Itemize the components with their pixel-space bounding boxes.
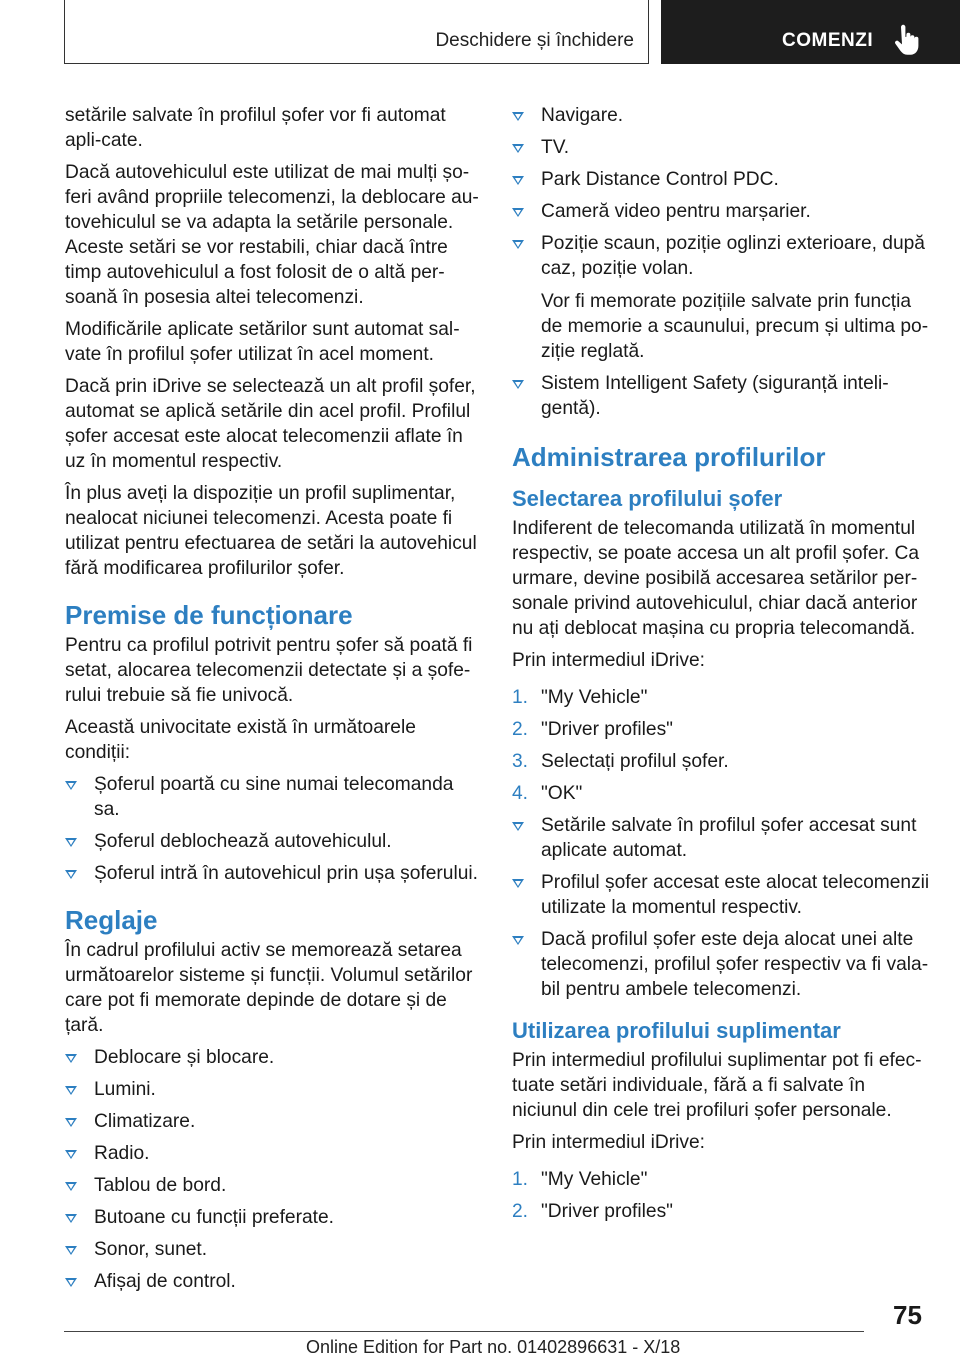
- step-item: 3. Selectați profilul șofer.: [512, 751, 729, 772]
- right-column: [512, 103, 930, 1231]
- triangle-bullet-icon: [65, 1086, 77, 1095]
- paragraph: Pentru ca profilul potrivit pentru șofer să poată fi setat, alocarea telecomenzii detectate și a șofe‐rului trebuie să fie univocă.: [65, 635, 473, 706]
- heading-reglaje: Reglaje: [65, 905, 158, 935]
- triangle-bullet-icon: [65, 838, 77, 847]
- settings-list: [65, 1045, 479, 1294]
- triangle-bullet-icon: [65, 1150, 77, 1159]
- triangle-bullet-icon: [65, 1246, 77, 1255]
- list-item: Butoane cu funcții preferate.: [65, 1205, 479, 1230]
- settings-list-continued: [512, 103, 930, 421]
- paragraph: Prin intermediul iDrive:: [512, 1132, 705, 1153]
- list-item: Dacă profilul șofer este deja alocat unei alte telecomenzi, profilul șofer respectiv va fi vala‐bil pentru ambele telecomenzi.: [512, 927, 930, 1002]
- footer-edition: Online Edition for Part no. 01402896631 - X/18: [306, 1337, 681, 1357]
- triangle-bullet-icon: [65, 1118, 77, 1127]
- list-item: Deblocare și blocare.: [65, 1045, 479, 1070]
- section-title: Deschidere și închidere: [435, 30, 634, 51]
- triangle-bullet-icon: [512, 208, 524, 217]
- steps-list: [512, 685, 930, 806]
- list-item: Lumini.: [65, 1077, 479, 1102]
- list-item: Șoferul deblochează autovehiculul.: [65, 829, 479, 854]
- step-item: 1. "My Vehicle": [512, 1169, 648, 1190]
- chapter-tab: [661, 0, 960, 64]
- step-item: 2. "Driver profiles": [512, 1201, 673, 1222]
- hand-pointer-icon: [894, 24, 922, 56]
- triangle-bullet-icon: [512, 936, 524, 945]
- list-item: Climatizare.: [65, 1109, 479, 1134]
- list-item: Navigare.: [512, 103, 930, 128]
- list-item: Setările salvate în profilul șofer accesat sunt aplicate automat.: [512, 813, 930, 863]
- heading-premise: Premise de funcționare: [65, 600, 353, 630]
- triangle-bullet-icon: [512, 240, 524, 249]
- paragraph: Această univocitate există în următoarele condiții:: [65, 717, 416, 763]
- step-item: 1. "My Vehicle": [512, 687, 648, 708]
- list-item: Radio.: [65, 1141, 479, 1166]
- list-item: Park Distance Control PDC.: [512, 167, 930, 192]
- triangle-bullet-icon: [512, 822, 524, 831]
- paragraph: Indiferent de telecomanda utilizată în momentul respectiv, se poate accesa un alt profil șofer. Ca urmare, devine posibilă accesarea setărilor per‐sonale privind autovehiculul, chiar dacă anterior nu ați deblocat mașina cu propria telecomandă.: [512, 518, 920, 639]
- triangle-bullet-icon: [65, 1214, 77, 1223]
- header-section-box: [64, 0, 649, 64]
- heading-extra-profile: Utilizarea profilului suplimentar: [512, 1018, 841, 1043]
- triangle-bullet-icon: [65, 1054, 77, 1063]
- list-item: Șoferul intră în autovehicul prin ușa șoferului.: [65, 861, 479, 886]
- list-item: Poziție scaun, poziție oglinzi exterioare, după caz, poziție volan. Vor fi memorate pozițiile salvate prin funcția de memorie a scaunului, precum și ultima po‐ziție reglată.: [512, 231, 930, 364]
- steps-list-extra: [512, 1167, 930, 1224]
- page-number: 75: [893, 1300, 922, 1330]
- seat-memory-note: Vor fi memorate pozițiile salvate prin funcția de memorie a scaunului, precum și ultima po‐ziție reglată.: [541, 291, 929, 362]
- chapter-tab-label: COMENZI: [782, 30, 874, 51]
- triangle-bullet-icon: [65, 1278, 77, 1287]
- paragraph: setările salvate în profilul șofer vor fi automat apli‐cate.: [65, 105, 446, 151]
- step-item: 4. "OK": [512, 783, 583, 804]
- triangle-bullet-icon: [512, 879, 524, 888]
- footer-rule: [64, 1331, 864, 1332]
- triangle-bullet-icon: [512, 176, 524, 185]
- paragraph: În cadrul profilului activ se memorează setarea următoarelor sisteme și funcții. Volumul setărilor care pot fi memorate depinde de dotare și de țară.: [65, 940, 473, 1036]
- list-item: Sonor, sunet.: [65, 1237, 479, 1262]
- triangle-bullet-icon: [65, 870, 77, 879]
- list-item: Cameră video pentru marșarier.: [512, 199, 930, 224]
- triangle-bullet-icon: [512, 112, 524, 121]
- paragraph: Dacă autovehiculul este utilizat de mai mulți șo‐feri având propriile telecomenzi, la deblocare au‐tovehiculul se va adapta la setările personale. Aceste setări se vor restabili, chiar dacă între timp autovehiculul a fost folosit de o altă per‐soană în posesia altei telecomenzi.: [65, 162, 479, 308]
- triangle-bullet-icon: [65, 1182, 77, 1191]
- list-item: Sistem Intelligent Safety (siguranță inteli‐gentă).: [512, 371, 930, 421]
- list-item: Șoferul poartă cu sine numai telecomanda sa.: [65, 772, 479, 822]
- paragraph: Prin intermediul iDrive:: [512, 650, 705, 671]
- paragraph: În plus aveți la dispoziție un profil suplimentar, nealocat niciunei telecomenzi. Acesta poate fi utilizat pentru efectuarea de setări la autovehicul fără modificarea profilurilor șofer.: [65, 483, 477, 579]
- results-list: [512, 813, 930, 1002]
- triangle-bullet-icon: [65, 781, 77, 790]
- triangle-bullet-icon: [512, 380, 524, 389]
- heading-admin-profiles: Administrarea profilurilor: [512, 442, 826, 472]
- list-item: TV.: [512, 135, 930, 160]
- heading-select-driver-profile: Selectarea profilului șofer: [512, 486, 783, 511]
- list-item: Tablou de bord.: [65, 1173, 479, 1198]
- conditions-list: [65, 772, 479, 886]
- list-item: Afișaj de control.: [65, 1269, 479, 1294]
- paragraph: Modificările aplicate setărilor sunt automat sal‐vate în profilul șofer utilizat în acel moment.: [65, 319, 460, 365]
- triangle-bullet-icon: [512, 144, 524, 153]
- paragraph: Dacă prin iDrive se selectează un alt profil șofer, automat se aplică setările din acel profil. Profilul șofer accesat este alocat telecomenzii aflate în uz în momentul respectiv.: [65, 376, 476, 472]
- paragraph: Prin intermediul profilului suplimentar pot fi efec‐tuate setări individuale, fără a fi salvate în niciunul din cele trei profiluri șofer personale.: [512, 1050, 922, 1121]
- step-item: 2. "Driver profiles": [512, 719, 673, 740]
- left-column: [65, 103, 479, 1301]
- list-item: Profilul șofer accesat este alocat telecomenzii utilizate la momentul respectiv.: [512, 870, 930, 920]
